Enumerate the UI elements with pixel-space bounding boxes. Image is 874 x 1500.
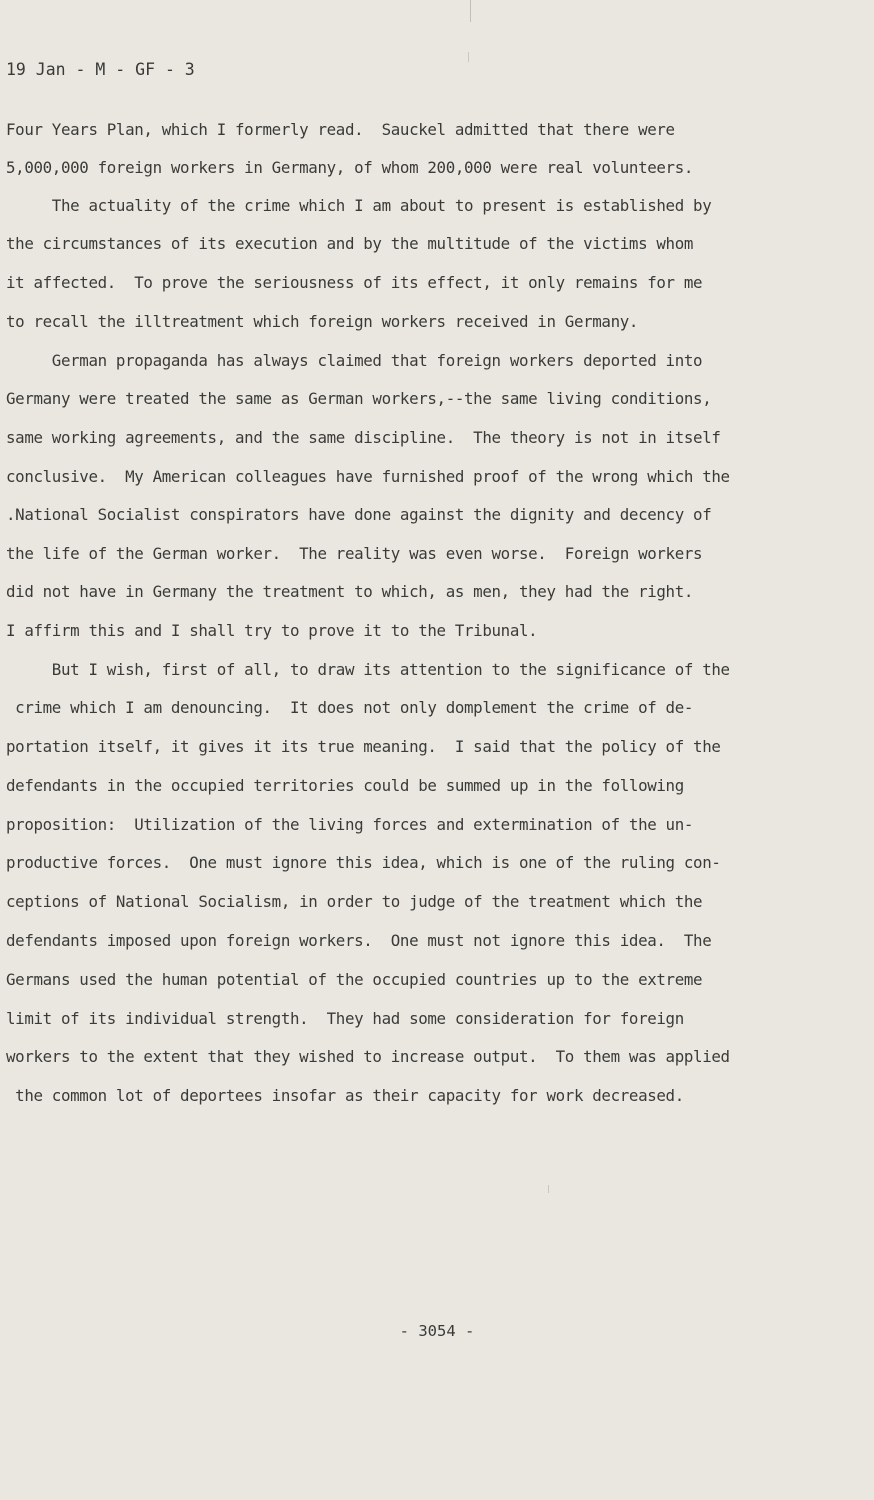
body-line: limit of its individual strength. They had some consideration for foreign: [6, 1009, 684, 1028]
body-line: Four Years Plan, which I formerly read. Sauckel admitted that there were: [6, 120, 675, 139]
body-line: But I wish, first of all, to draw its attention to the significance of the: [6, 660, 730, 679]
body-line: to recall the illtreatment which foreign workers received in Germany.: [6, 312, 639, 331]
body-line: did not have in Germany the treatment to which, as men, they had the right.: [6, 582, 694, 601]
page-number: - 3054 -: [399, 1322, 475, 1340]
body-line: German propaganda has always claimed that foreign workers deported into: [6, 351, 703, 370]
body-line: 5,000,000 foreign workers in Germany, of whom 200,000 were real volunteers.: [6, 158, 694, 177]
body-line: ceptions of National Socialism, in order to judge of the treatment which the: [6, 892, 703, 911]
body-line: it affected. To prove the seriousness of its effect, it only remains for me: [6, 273, 703, 292]
paper-mark: [470, 0, 471, 22]
body-line: productive forces. One must ignore this idea, which is one of the ruling con-: [6, 853, 721, 872]
body-line: defendants imposed upon foreign workers. One must not ignore this idea. The: [6, 931, 712, 950]
paper-mark: [548, 1185, 549, 1193]
body-line: proposition: Utilization of the living forces and extermination of the un-: [6, 815, 694, 834]
body-line: Germany were treated the same as German workers,--the same living conditions,: [6, 389, 712, 408]
body-line: the common lot of deportees insofar as their capacity for work decreased.: [6, 1086, 684, 1105]
body-line: same working agreements, and the same discipline. The theory is not in itself: [6, 428, 721, 447]
body-line: .National Socialist conspirators have done against the dignity and decency of: [6, 505, 712, 524]
body-line: defendants in the occupied territories could be summed up in the following: [6, 776, 684, 795]
body-line: Germans used the human potential of the occupied countries up to the extreme: [6, 970, 703, 989]
body-line: The actuality of the crime which I am about to present is established by: [6, 196, 712, 215]
body-line: the life of the German worker. The reality was even worse. Foreign workers: [6, 544, 703, 563]
body-line: workers to the extent that they wished to increase output. To them was applied: [6, 1047, 730, 1066]
body-line: portation itself, it gives it its true meaning. I said that the policy of the: [6, 737, 721, 756]
paper-mark: [468, 52, 469, 62]
body-line: crime which I am denouncing. It does not only domplement the crime of de-: [6, 698, 694, 717]
body-line: I affirm this and I shall try to prove it to the Tribunal.: [6, 621, 538, 640]
body-line: the circumstances of its execution and by the multitude of the victims whom: [6, 234, 694, 253]
body-line: conclusive. My American colleagues have furnished proof of the wrong which the: [6, 467, 730, 486]
document-reference: 19 Jan - M - GF - 3: [6, 60, 195, 79]
